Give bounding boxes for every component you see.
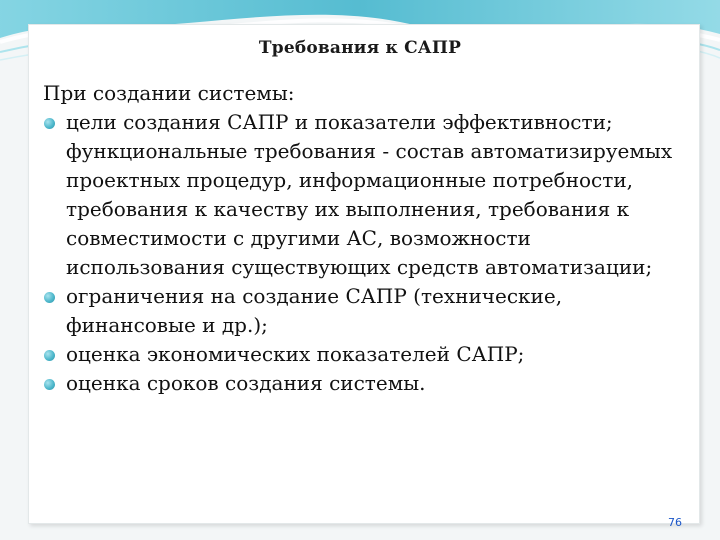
list-item	[43, 340, 683, 369]
slide-body	[43, 79, 683, 398]
requirements-list	[43, 108, 683, 398]
list-item	[43, 108, 683, 282]
circle-bullet-icon	[44, 118, 55, 129]
list-item-text: ограничения на создание САПР (технические, финансовые и др.);	[66, 284, 563, 337]
circle-bullet-icon	[44, 292, 55, 303]
list-item-text: цели создания САПР и показатели эффективности; функциональные требования - состав автоматизируемых проектных процедур, информационные потребности, требования к качеству их выполнения, требования к совместимости с другими АС, возможности использования существующих средств автоматизации;	[66, 110, 673, 279]
list-item	[43, 282, 683, 340]
circle-bullet-icon	[44, 379, 55, 390]
list-item-text: оценка экономических показателей САПР;	[66, 342, 525, 366]
intro-text: При создании системы:	[43, 81, 295, 105]
slide-title: Требования к САПР	[258, 38, 462, 58]
page-number: 76	[668, 516, 682, 529]
list-item-text: оценка сроков создания системы.	[66, 371, 426, 395]
circle-bullet-icon	[44, 350, 55, 361]
list-item	[43, 369, 683, 398]
